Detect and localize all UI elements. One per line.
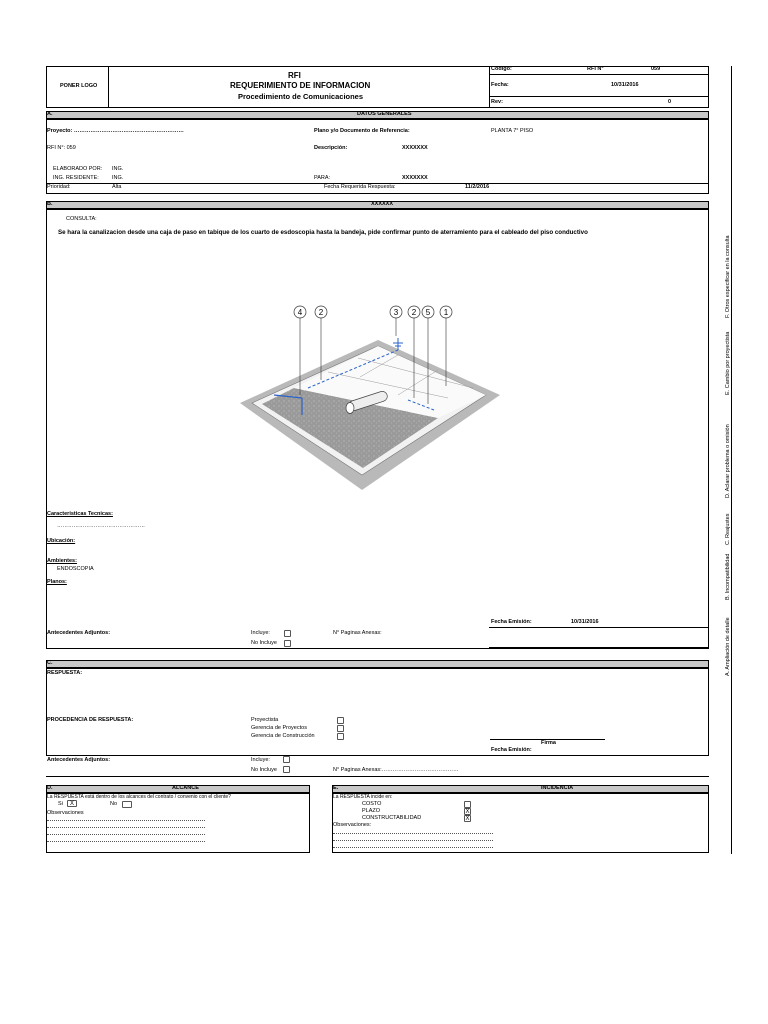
ambientes-value: ENDOSCOPIA [57,566,94,572]
sidebar-option-c: C. Reajustes [725,513,731,545]
form-title-rfi: RFI [288,71,301,80]
incluye-checkbox-b[interactable] [284,630,291,637]
si-checkbox[interactable]: X [67,800,77,807]
section-e-letter: E. [333,785,339,791]
logo-placeholder: PONER LOGO [60,83,98,89]
fecha-emision-label: Fecha Emisión: [491,619,532,625]
incluye-label-c: Incluye: [251,757,270,763]
incluye-label-b: Incluye: [251,630,270,636]
proc-option-gerencia-proyectos: Gerencia de Proyectos [251,725,307,731]
incidencia-costo-label: COSTO [362,801,382,807]
prioridad-label: Prioridad: [47,184,71,190]
residente-label: ING. RESIDENTE: [53,175,99,181]
caracteristicas-value: ………………………………………… [57,523,145,529]
callout-label: 5 [425,308,431,317]
prioridad-value: Alta [112,184,122,190]
ubicacion-label: Ubicación: [47,538,76,544]
elaborado-label: ELABORADO POR: [53,166,103,172]
incidencia-constructabilidad-checkbox[interactable]: X [465,816,470,822]
sidebar-option-a: A. Ampliación de detalle [725,617,731,676]
section-e-box [332,793,709,853]
antecedentes-label-c: Antecedentes Adjuntos: [47,757,111,763]
fecha-label: Fecha: [491,82,509,88]
incluye-checkbox-c[interactable] [283,756,290,763]
callout-label: 4 [297,308,303,317]
plano-value: PLANTA 7° PISO [491,128,534,134]
alcance-observaciones-label: Observaciones [47,810,84,816]
rev-label: Rev: [491,99,503,105]
para-label: PARA: [314,175,331,181]
callout-label: 2 [411,308,417,317]
section-e-title: INCIDENCIA [541,785,574,791]
proc-checkbox-gerencia-construccion[interactable] [337,733,344,740]
incidencia-plazo-label: PLAZO [362,808,381,814]
no-incluye-label-c: No Incluye [251,767,277,773]
section-d-letter: D. [47,785,53,791]
section-c-letter: C. [47,660,53,666]
section-d-title: ALCANCE [172,785,199,791]
proc-checkbox-gerencia-proyectos[interactable] [337,725,344,732]
ambientes-label: Ambientes: [47,558,77,564]
section-c-header [46,660,709,668]
section-a-title: DATOS GENERALES [357,111,412,117]
descripcion-label: Descripción: [314,145,348,151]
plano-label: Plano y/o Documento de Referencia: [314,128,410,134]
para-value: XXXXXXX [402,175,428,181]
paginas-label-c: N° Paginas Anexas:…………………………………… [333,767,459,773]
codigo-label: Codigo: [491,66,512,72]
sidebar-option-f: F. Otros especificar en la consulta [725,235,731,318]
fecha-emision-value: 10/31/2016 [571,619,599,625]
sidebar-option-e: E. Cambio por proyectista [725,331,731,395]
proc-checkbox-proyectista[interactable] [337,717,344,724]
form-title: REQUERIMIENTO DE INFORMACION [230,81,371,90]
incidencia-observaciones-label: Observaciones: [333,822,372,828]
section-c-box [46,668,709,756]
alcance-question: La RESPUESTA está dentro de los alcances del contrato / convenio con el cliente? [47,794,231,800]
fecha-requerida-label: Fecha Requerida Respuesta: [324,184,396,190]
callout-label: 1 [443,308,449,317]
respuesta-label: RESPUESTA: [47,670,83,676]
proyecto-label: Proyecto: …………………………………………………… [47,128,184,134]
consulta-text: Se hara la canalizacion desde una caja de paso en tabique de los cuarto de esdoscopia hasta la bandeja, pide confirmar punto de aterramiento para el cableado del piso conductivo [58,229,588,236]
rev-value: 0 [668,99,672,105]
rfi-no: RFI N°: 059 [47,145,76,151]
section-b-letter: B. [47,201,53,207]
procedencia-label: PROCEDENCIA DE RESPUESTA: [47,717,134,723]
elaborado-value: ING. [112,166,124,172]
callout-label: 3 [393,308,399,317]
fecha-requerida-value: 11/2/2016 [465,184,490,190]
sidebar-option-d: D. Aclarar problema o omisión [725,424,731,498]
descripcion-value: XXXXXXX [402,145,428,151]
planos-label: Planos: [47,579,67,585]
caracteristicas-label: Caracteristicas Tecnicas: [47,511,113,517]
header-box [46,66,709,108]
firma-label: Firma [541,740,556,746]
proc-option-gerencia-construccion: Gerencia de Construcción [251,733,315,739]
form-subtitle: Procedimiento de Comunicaciones [238,92,364,101]
paginas-label-b: N° Paginas Anexas: [333,630,382,636]
incidencia-plazo-checkbox[interactable]: X [465,809,470,815]
no-checkbox[interactable] [122,801,132,808]
section-d-box [46,793,310,853]
callout-label: 2 [318,308,324,317]
no-label: No [110,801,118,807]
section-e-header [332,785,709,793]
incidencia-question: La RESPUESTA incide en: [333,794,393,800]
incidencia-costo-checkbox[interactable] [464,801,471,808]
no-incluye-label-b: No Incluye [251,640,277,646]
si-label: Si [58,801,63,807]
proc-option-proyectista: Proyectista [251,717,279,723]
sidebar-option-b: B. Incompatibilidad [725,553,731,600]
section-a-letter: A. [47,111,53,117]
antecedentes-label-b: Antecedentes Adjuntos: [47,630,111,636]
residente-value: ING. [112,175,124,181]
section-b-title: XXXXXX [371,201,394,207]
no-incluye-checkbox-b[interactable] [284,640,291,647]
fecha-emision-label-c: Fecha Emisión: [491,747,532,753]
rfi-number-label: RFI N° [587,66,604,72]
consulta-label: CONSULTA: [66,216,97,222]
sidebar-rule [731,66,732,854]
rfi-number-value: 059 [651,66,661,72]
incidencia-constructabilidad-label: CONSTRUCTABILIDAD [362,815,422,821]
floor-illustration [238,300,502,490]
fecha-value: 10/31/2016 [611,82,639,88]
no-incluye-checkbox-c[interactable] [283,766,290,773]
